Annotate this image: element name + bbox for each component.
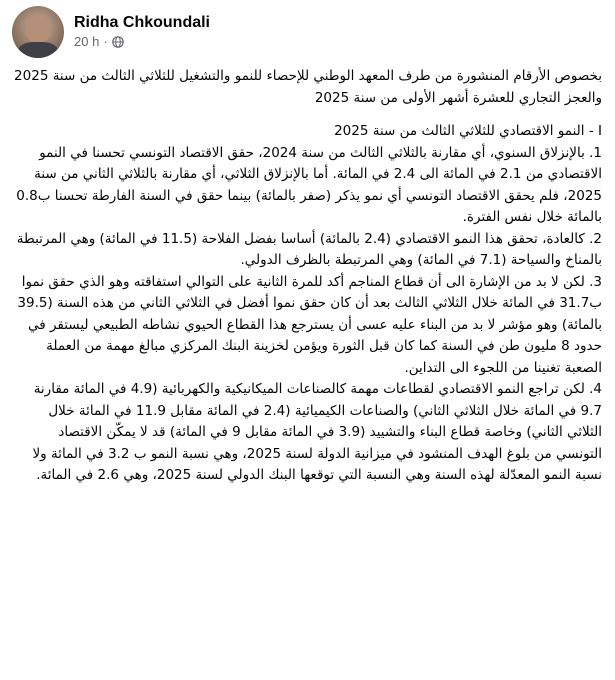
post-body <box>12 66 602 487</box>
author-name[interactable]: Ridha Chkoundali <box>74 14 210 31</box>
paragraph-3: 3. لكن لا بد من الإشارة الى أن قطاع المناجم أكد للمرة الثانية على التوالي استفاقته وهو الذي حقق نموا ب31.7 في المائة خلال الثلاثي الثالث بعد أن كان حقق نموا أفضل في الثلاثي الثاني من هذه السنة (39.5 بالمائة) وهو مؤشر لا بد من البناء عليه عسى أن يسترجع هذا القطاع الحيوي نشاطه الطبيعي ليستقر في حدود 8 مليون طن في السنة كما كان قبل الثورة ويؤمن لخزينة البنك المركزي مبالغ مهمة من العملة الصعبة تغنينا من اللجوء الى التداين. <box>17 273 602 376</box>
post-subline <box>74 33 210 51</box>
avatar-face <box>26 14 50 44</box>
author-meta <box>74 13 210 51</box>
globe-icon[interactable] <box>112 36 124 48</box>
paragraph-1: 1. بالإنزلاق السنوي، أي مقارنة بالثلاثي الثالث من سنة 2024، حقق الاقتصاد التونسي تحسنا في النمو الاقتصادي من 2.1 في المائة الى 2.4 في المائة. أما بالإنزلاق الثلاثي، أي مقارنة بالثلاثي الثاني من سنة 2025، فلم يحقق الاقتصاد التونسي أي نمو يذكر (صفر بالمائة) بينما حقق في السنة الفارطة تحسنا ب0.8 بالمائة خلال نفس الفترة. <box>16 144 602 225</box>
meta-separator: · <box>103 34 108 49</box>
avatar-shirt <box>18 42 58 58</box>
post-header <box>12 6 210 58</box>
post-intro: بخصوص الأرقام المنشورة من طرف المعهد الوطني للإحصاء للنمو والتشغيل للثلاثي الثالث من سنة 2025 والعجز التجاري للعشرة أشهر الأولى من سنة 2025 <box>14 68 602 106</box>
paragraph-4: 4. لكن تراجع النمو الاقتصادي لقطاعات مهمة كالصناعات الميكانيكية والكهربائية (4.9 في المائة مقارنة 9.7 في المائة خلال الثلاثي الثاني) والصناعات الكيميائية (2.4 في المائة مقابل 11.9 في المائة خلال الثلاثي الثاني) وخاصة قطاع البناء والتشييد (3.9 في المائة مقابل 9 في المائة) قد لا يمكّن الاقتصاد التونسي من بلوغ الهدف المنشود في ميزانية الدولة لسنة 2025، وهي نسبة النمو ب 3.2 في المائة ولا نسبة النمو المعدّلة لهذه السنة وهي النسبة التي توقعها البنك الدولي لسنة 2025، وهي 2.6 في المائة. <box>32 381 602 483</box>
author-avatar[interactable] <box>12 6 64 58</box>
section-title: I - النمو الاقتصادي للثلاثي الثالث من سنة 2025 <box>334 123 602 139</box>
post-timestamp[interactable]: 20 h <box>74 34 100 49</box>
paragraph-2: 2. كالعادة، تحقق هذا النمو الاقتصادي (2.4 بالمائة) أساسا بفضل الفلاحة (11.5 في المائة) وهي المرتبطة بالمناخ والسياحة (7.1 في المائة) وهي المرتبطة بالظرف الدولي. <box>16 230 602 268</box>
